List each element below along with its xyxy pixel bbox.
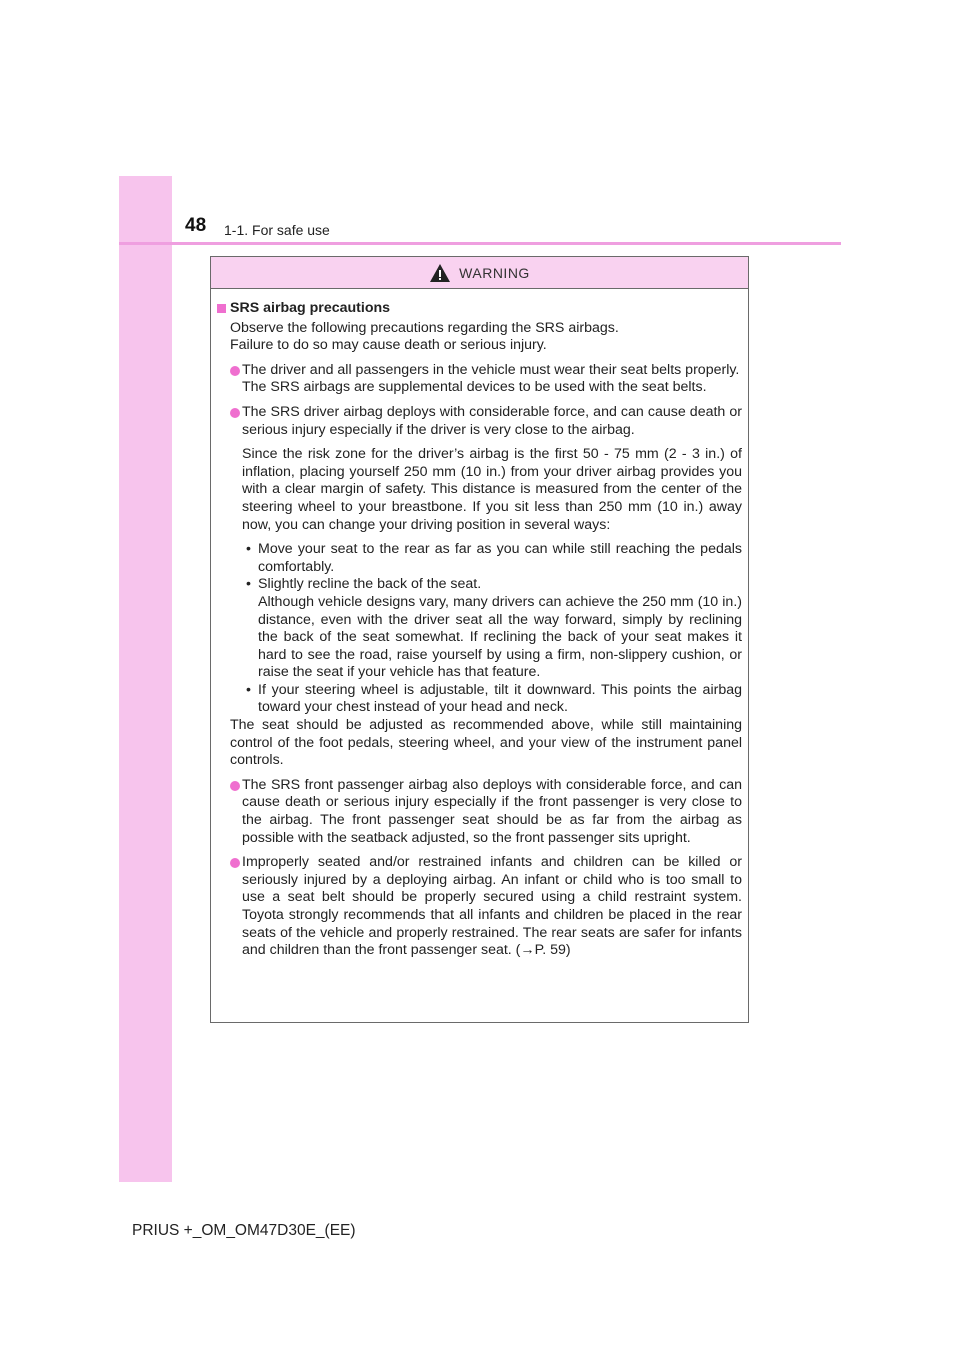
warning-box xyxy=(210,256,749,1023)
circle-bullet-icon xyxy=(230,408,240,418)
bullet-item xyxy=(217,854,742,960)
warning-title: WARNING xyxy=(459,264,530,281)
bullet-text: The SRS airbags are supplemental devices to be used with the seat belts. xyxy=(242,379,707,396)
bullet-text: The driver and all passengers in the vehicle must wear their seat belts properly. xyxy=(242,361,740,378)
bullet-paragraph: Since the risk zone for the driver’s airbag is the first 50 - 75 mm (2 - 3 in.) of inflation, placing yourself 250 mm (10 in.) from your driver airbag provides you with a clear margin of safety. This distance is measured from the center of the steering wheel to your breastbone. If you sit less than 250 mm (10 in.) away now, you can change your driving position in several ways: xyxy=(242,446,742,533)
dash-list xyxy=(217,541,742,717)
dash-marker: • xyxy=(246,681,251,698)
dash-item xyxy=(217,576,742,682)
page-sidebar-tab xyxy=(119,176,172,1182)
dash-text: Slightly recline the back of the seat. xyxy=(258,576,482,593)
wrapup-paragraph: The seat should be adjusted as recommended above, while still maintaining control of the foot pedals, steering wheel, and your view of the instrument panel controls. xyxy=(230,717,742,769)
dash-text-extra: Although vehicle designs vary, many drivers can achieve the 250 mm (10 in.) distance, even with the driver seat all the way forward, simply by reclining the back of the seat somewhat. If reclining the back of your seat makes it hard to see the road, raise yourself by using a firm, non-slippery cushion, or raise the seat if your vehicle has that feature. xyxy=(258,593,742,681)
dash-text: If your steering wheel is adjustable, tilt it downward. This points the airbag toward your chest instead of your head and neck. xyxy=(258,681,742,716)
section-heading xyxy=(217,300,742,318)
square-bullet-icon xyxy=(217,304,226,313)
section-label: 1-1. For safe use xyxy=(224,222,330,238)
bullet-item xyxy=(217,777,742,847)
circle-bullet-icon xyxy=(230,366,240,376)
warning-triangle-icon xyxy=(429,263,451,283)
bullet-item xyxy=(217,404,742,439)
bullet-text: Improperly seated and/or restrained infants and children can be killed or seriously injured by a deploying airbag. An infant or child who is too small to use a seat belt should be properly secured using a child restraint system. Toyota strongly recommends that all infants and children be placed in the rear seats of the vehicle and properly restrained. The rear seats are safer for infants and children than the front passenger seat. (→P. 59) xyxy=(242,854,742,959)
header-rule xyxy=(119,242,841,245)
section-heading-text: SRS airbag precautions xyxy=(230,300,391,316)
dash-item xyxy=(217,541,742,576)
dash-marker: • xyxy=(246,541,251,558)
circle-bullet-icon xyxy=(230,781,240,791)
circle-bullet-icon xyxy=(230,858,240,868)
intro-line: Failure to do so may cause death or serious injury. xyxy=(230,337,547,354)
dash-marker: • xyxy=(246,576,251,593)
dash-text: Move your seat to the rear as far as you can while still reaching the pedals comfortably. xyxy=(258,541,742,575)
intro-line: Observe the following precautions regarding the SRS airbags. xyxy=(230,319,619,336)
warning-content xyxy=(211,289,748,960)
bullet-text: The SRS driver airbag deploys with considerable force, and can cause death or serious injury especially if the driver is very close to the airbag. xyxy=(242,403,742,438)
dash-item xyxy=(217,682,742,717)
bullet-item xyxy=(217,362,742,397)
warning-header xyxy=(211,257,748,289)
bullet-text: The SRS front passenger airbag also deploys with considerable force, and can cause death or serious injury especially if the front passenger is very close to the airbag. The front passenger seat should be as far from the airbag as possible with the seatback adjusted, so the front passenger sits upright. xyxy=(242,776,742,846)
footer-doc-id: PRIUS +_OM_OM47D30E_(EE) xyxy=(132,1222,356,1239)
page-number: 48 xyxy=(185,215,207,236)
